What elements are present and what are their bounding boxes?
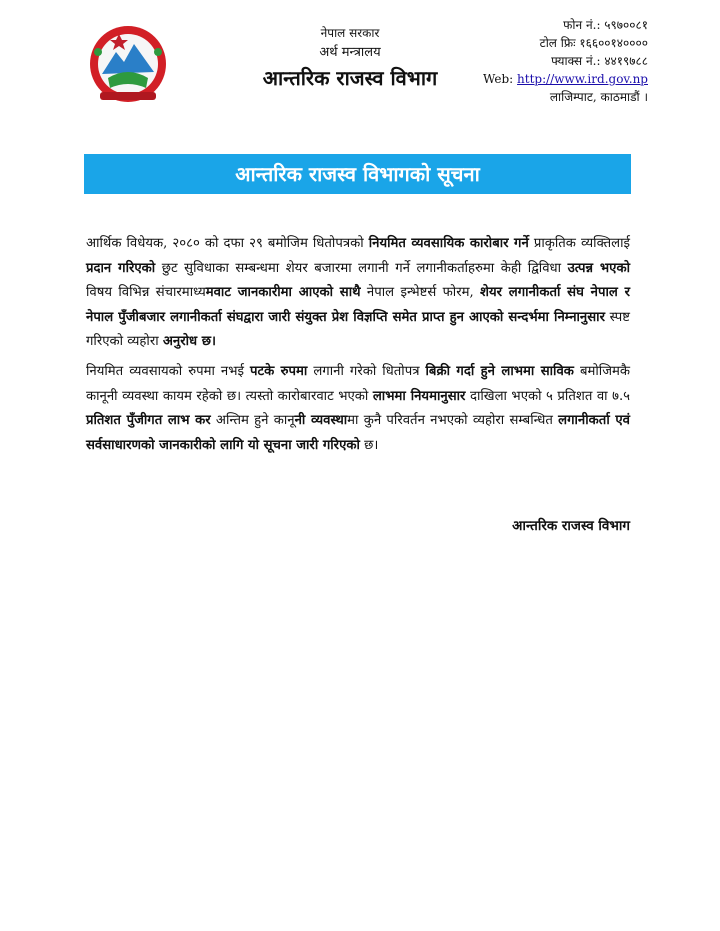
government-label: नेपाल सरकार	[320, 26, 380, 40]
notice-paragraph-2	[86, 360, 630, 458]
bold-segment: प्रतिशत पुँजीगत लाभ कर	[86, 413, 211, 428]
fax-number: फ्याक्स नं.: ४४१९७८८	[551, 54, 648, 68]
text-segment: लगानी गरेको धितोपत्र	[307, 364, 426, 379]
website-label: Web:	[483, 72, 514, 86]
address: लाजिम्पाट, काठमाडौं ।	[549, 90, 648, 104]
website-line	[483, 70, 648, 88]
toll-free-number: टोल फ्रिः १६६००१४००००	[539, 36, 648, 50]
bold-segment: नियमित व्यवसायिक कारोबार गर्ने	[368, 236, 529, 251]
text-segment: छुट सुविधाका सम्बन्धमा शेयर बजारमा लगानी गर्ने लगानीकर्ताहरुमा केही द्विविधा	[155, 260, 568, 276]
text-segment: नियमित व्यवसायको रुपमा नभई	[86, 364, 250, 379]
notice-paragraph-1	[86, 232, 630, 355]
nepal-government-emblem-icon	[86, 22, 170, 108]
signature: आन्तरिक राजस्व विभाग	[512, 518, 630, 534]
bold-segment: बिक्री गर्दा हुने लाभमा साविक	[425, 364, 574, 379]
bold-segment: उत्पन्न भएको	[567, 260, 630, 276]
text-segment: आर्थिक विधेयक, २०८० को दफा २९ बमोजिम धितोपत्रको	[86, 236, 369, 251]
text-segment: दाखिला भएको ५ प्रतिशत वा ७.५	[465, 388, 631, 404]
text-segment: अन्तिम हुने कानू	[210, 413, 295, 428]
text-segment: छ।	[359, 437, 379, 453]
website-link[interactable]: http://www.ird.gov.np	[517, 72, 648, 86]
bold-segment: प्रदान गरिएको	[86, 260, 156, 276]
contact-block	[483, 16, 648, 106]
bold-segment: शेयर लगानीकर्ता संघ नेपाल र नेपाल पुँजीबजार लगानीकर्ता संघद्वारा जारी संयुक्त प्रेश विज्ञप्ति समेत प्राप्त हुन आएको सन्दर्भमा निम्नानुसार	[86, 285, 630, 325]
text-segment: स्पष्ट गरिएको व्यहोरा	[86, 309, 630, 349]
department-title: आन्तरिक राजस्व विभाग	[262, 66, 438, 90]
phone-number: फोन नं.: ५९७००८१	[563, 18, 648, 32]
bold-segment: नी व्यवस्था	[294, 413, 348, 428]
text-segment: विषय विभिन्न संचारमाध्य	[86, 285, 206, 300]
bold-segment: अनुरोध छ।	[162, 334, 216, 349]
text-segment: मा कुनै परिवर्तन नभएको व्यहोरा सम्बन्धित	[347, 413, 559, 428]
bold-segment: मवाट जानकारीमा आएको साथै	[205, 285, 361, 300]
bold-segment: लगानीकर्ता एवं सर्वसाधारणको जानकारीको लागि यो सूचना जारी गरिएको	[86, 413, 631, 453]
ministry-label: अर्थ मन्त्रालय	[319, 45, 381, 60]
text-segment: प्राकृतिक व्यक्तिलाई	[528, 236, 630, 251]
bold-segment: लाभमा नियमानुसार	[372, 388, 466, 404]
text-segment: बमोजिमकै कानूनी व्यवस्था कायम रहेको छ। त्यस्तो कारोबारवाट भएको	[86, 364, 630, 404]
text-segment: नेपाल इन्भेष्टर्स फोरम,	[360, 285, 481, 300]
notice-banner: आन्तरिक राजस्व विभागको सूचना	[84, 154, 631, 194]
bold-segment: पटके रुपमा	[250, 364, 308, 379]
